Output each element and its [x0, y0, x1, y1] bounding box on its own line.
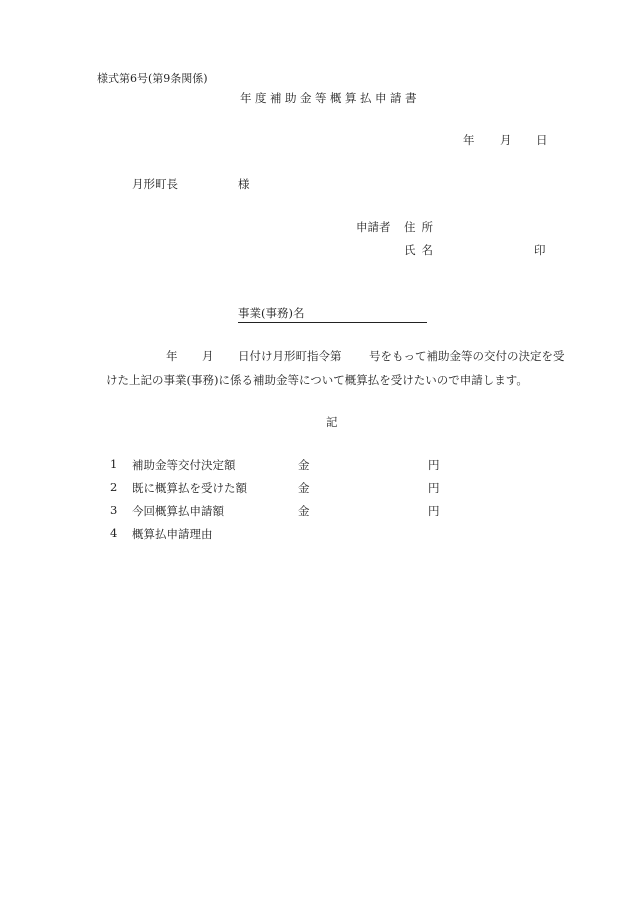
address-label: 住所: [404, 220, 439, 234]
item-kin: 金: [298, 504, 310, 518]
addressee-name: 月形町長: [132, 177, 178, 191]
date-year: 年: [463, 133, 475, 147]
seal-label: 印: [534, 243, 546, 257]
project-name-label: 事業(事務)名: [238, 306, 305, 320]
body-year: 年: [166, 349, 178, 363]
item-number: 1: [110, 457, 118, 471]
addressee-honorific: 様: [238, 177, 250, 191]
ki-heading: 記: [326, 415, 338, 429]
item-yen: 円: [428, 504, 440, 518]
item-kin: 金: [298, 458, 310, 472]
item-yen: 円: [428, 481, 440, 495]
item-number: 4: [110, 526, 118, 540]
item-label: 既に概算払を受けた額: [132, 481, 247, 495]
item-yen: 円: [428, 458, 440, 472]
item-number: 2: [110, 480, 118, 494]
body-text-line-2: けた上記の事業(事務)に係る補助金等について概算払を受けたいので申請します。: [106, 373, 528, 387]
project-name-line: [238, 305, 427, 323]
item-kin: 金: [298, 481, 310, 495]
body-text-1: 日付け月形町指令第: [238, 349, 342, 363]
item-label: 今回概算払申請額: [132, 504, 224, 518]
date-month: 月: [500, 133, 512, 147]
item-label: 補助金等交付決定額: [132, 458, 236, 472]
body-text-2: 号をもって補助金等の交付の決定を受: [369, 349, 565, 363]
body-month: 月: [202, 349, 214, 363]
applicant-label: 申請者: [356, 220, 391, 234]
item-label: 概算払申請理由: [132, 527, 213, 541]
date-day: 日: [536, 133, 548, 147]
item-number: 3: [110, 503, 118, 517]
name-label: 氏名: [404, 243, 439, 257]
document-title: 年度補助金等概算払申請書: [240, 91, 420, 105]
form-number: 様式第6号(第9条関係): [97, 72, 208, 85]
